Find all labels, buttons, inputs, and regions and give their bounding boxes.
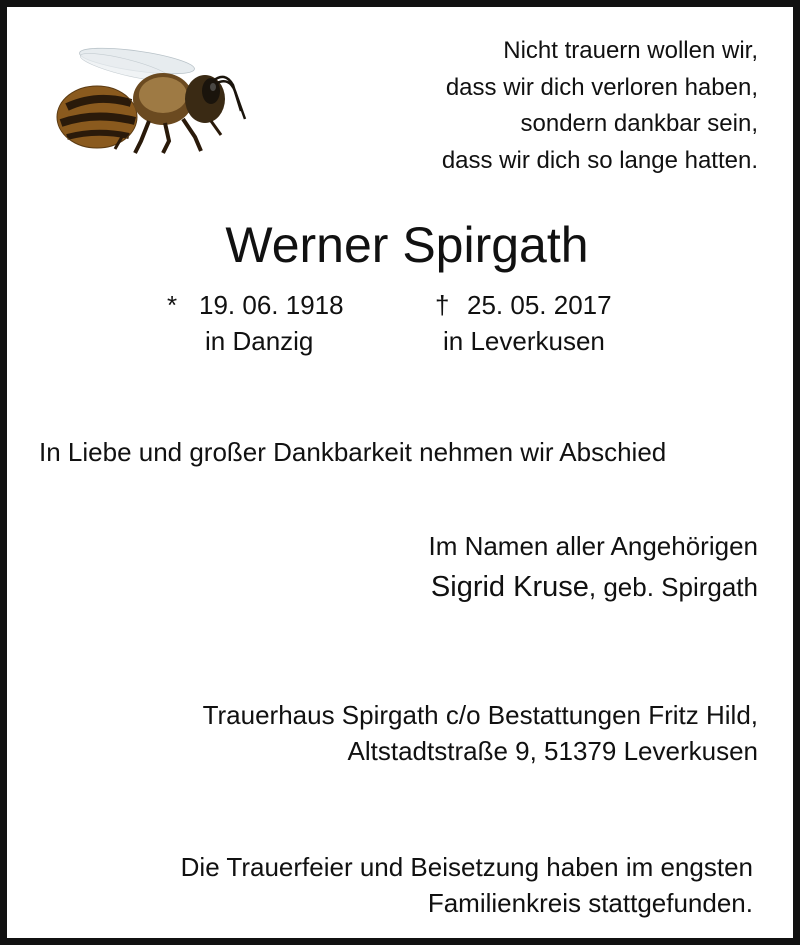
poem-line: dass wir dich verloren haben, bbox=[445, 73, 758, 101]
poem-line: sondern dankbar sein, bbox=[520, 110, 758, 137]
poem bbox=[442, 33, 758, 179]
farewell-text: In Liebe und großer Dankbarkeit nehmen wir Abschied bbox=[39, 437, 667, 467]
birth-place: in Danzig bbox=[205, 326, 314, 356]
bee-icon bbox=[45, 37, 250, 159]
deceased-name: Werner Spirgath bbox=[225, 217, 589, 273]
mourner-birth-name: , geb. Spirgath bbox=[588, 572, 758, 602]
funeral-notice bbox=[181, 849, 753, 921]
poem-line: dass wir dich so lange hatten. bbox=[441, 146, 758, 174]
notice-line: Die Trauerfeier und Beisetzung haben im engsten bbox=[180, 852, 753, 882]
death-info bbox=[435, 288, 612, 356]
birth-star-icon: * bbox=[167, 290, 178, 320]
address-line: Altstadtstraße 9, 51379 Leverkusen bbox=[347, 736, 758, 766]
poem-line: Nicht trauern wollen wir, bbox=[503, 37, 758, 64]
notice-line: Familienkreis stattgefunden. bbox=[427, 888, 753, 918]
birth-info bbox=[167, 288, 344, 356]
death-place: in Leverkusen bbox=[443, 326, 605, 356]
mourning-address bbox=[203, 697, 758, 769]
death-cross-icon: † bbox=[435, 290, 450, 320]
address-line: Trauerhaus Spirgath c/o Bestattungen Fritz Hild, bbox=[202, 700, 758, 730]
mourner-name: Sigrid Kruse bbox=[430, 571, 589, 603]
mourner-signature bbox=[431, 567, 758, 607]
birth-date: 19. 06. 1918 bbox=[199, 290, 344, 320]
death-date: 25. 05. 2017 bbox=[467, 290, 612, 320]
mourners-intro: Im Namen aller Angehörigen bbox=[428, 531, 758, 561]
